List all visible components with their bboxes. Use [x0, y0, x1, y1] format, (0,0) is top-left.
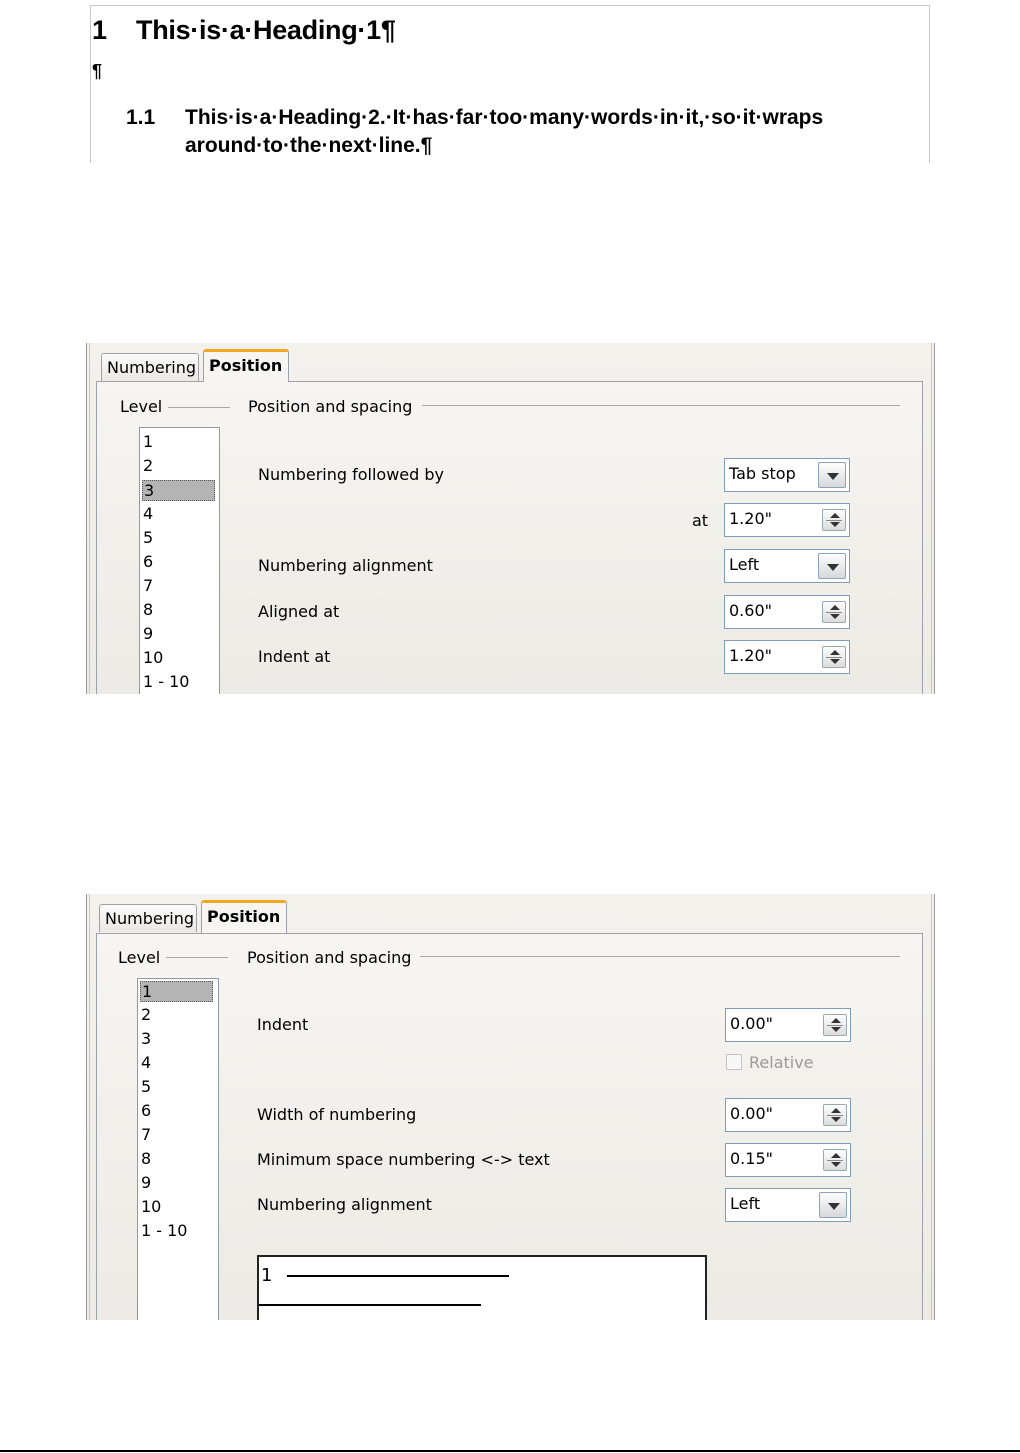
aligned-at-label: Aligned at [258, 602, 340, 621]
section-label: Position and spacing [248, 397, 413, 416]
numbering-followed-by-value: Tab stop [729, 464, 796, 483]
heading-1 [92, 15, 396, 46]
level-item[interactable]: 3 [141, 1029, 152, 1048]
tab-position[interactable]: Position [203, 349, 289, 382]
dropdown-arrow-icon[interactable] [818, 462, 846, 488]
page-top-border [90, 5, 930, 6]
preview-line [287, 1275, 509, 1277]
level-item-selected[interactable]: 1 [140, 981, 213, 1002]
minimum-space-value: 0.15" [730, 1149, 773, 1168]
section-group-line [422, 405, 900, 406]
minimum-space-field[interactable] [725, 1143, 851, 1177]
relative-checkbox[interactable] [726, 1054, 742, 1070]
level-item[interactable]: 6 [141, 1101, 152, 1120]
heading-1-text: This·is·a·Heading·1¶ [136, 15, 396, 45]
empty-paragraph-mark: ¶ [92, 61, 103, 81]
level-item[interactable]: 1 [143, 432, 154, 451]
level-item[interactable]: 5 [141, 1077, 152, 1096]
tab-numbering[interactable]: Numbering [99, 904, 197, 932]
spin-button-icon[interactable] [822, 601, 846, 623]
aligned-at-field[interactable] [724, 595, 850, 629]
indent-label: Indent [257, 1015, 309, 1034]
section-group-line [420, 956, 900, 957]
heading-2-number: 1.1 [126, 106, 156, 129]
level-item[interactable]: 5 [143, 528, 154, 547]
level-item[interactable]: 2 [141, 1005, 152, 1024]
level-item[interactable]: 7 [141, 1125, 152, 1144]
spin-button-icon[interactable] [822, 509, 846, 531]
level-item[interactable]: 1 - 10 [141, 1221, 188, 1240]
page-left-border [90, 5, 91, 163]
level-item[interactable]: 7 [143, 576, 154, 595]
indent-value: 0.00" [730, 1014, 773, 1033]
level-item[interactable]: 4 [141, 1053, 152, 1072]
section-label: Position and spacing [247, 948, 412, 967]
numbering-followed-by-select[interactable] [724, 458, 850, 492]
document-excerpt [90, 5, 930, 163]
spin-button-icon[interactable] [823, 1149, 847, 1171]
dialog-right-frame [931, 343, 935, 694]
preview-line [259, 1304, 481, 1306]
position-dialog-level-1 [86, 894, 935, 1320]
indent-field[interactable] [725, 1008, 851, 1042]
numbering-alignment-value: Left [730, 1194, 761, 1213]
indent-at-field[interactable] [724, 640, 850, 674]
level-item[interactable]: 4 [143, 504, 154, 523]
indent-at-label: Indent at [258, 647, 331, 666]
position-dialog-level-3 [86, 343, 935, 694]
numbering-alignment-label: Numbering alignment [258, 556, 433, 575]
numbering-preview [257, 1255, 707, 1320]
tab-numbering[interactable]: Numbering [101, 353, 199, 381]
numbering-alignment-value: Left [729, 555, 760, 574]
level-label: Level [120, 397, 163, 416]
level-item[interactable]: 8 [143, 600, 154, 619]
level-item[interactable]: 6 [143, 552, 154, 571]
level-item-selected[interactable]: 3 [142, 480, 215, 501]
level-item[interactable]: 1 - 10 [143, 672, 190, 691]
level-group-line [168, 407, 230, 408]
aligned-at-value: 0.60" [729, 601, 772, 620]
level-item[interactable]: 2 [143, 456, 154, 475]
level-listbox[interactable] [139, 427, 220, 694]
relative-label: Relative [749, 1053, 814, 1072]
dialog-right-frame [931, 894, 935, 1320]
heading-1-number: 1 [92, 15, 107, 45]
minimum-space-label: Minimum space numbering <-> text [257, 1150, 550, 1169]
dialog-left-frame [86, 894, 90, 1320]
indent-at-value: 1.20" [729, 646, 772, 665]
heading-2-text: This·is·a·Heading·2.·It·has·far·too·many·words·in·it,·so·it·wraps around·to·the·next·line.¶ [185, 106, 824, 157]
numbering-alignment-label: Numbering alignment [257, 1195, 432, 1214]
level-label: Level [118, 948, 161, 967]
level-item[interactable]: 8 [141, 1149, 152, 1168]
tab-position[interactable]: Position [201, 900, 287, 933]
level-item[interactable]: 10 [143, 648, 164, 667]
page-footer-rule [0, 1450, 1020, 1452]
level-group-line [166, 957, 228, 958]
tab-stop-at-value: 1.20" [729, 509, 772, 528]
page-right-border [929, 5, 930, 163]
spin-button-icon[interactable] [823, 1104, 847, 1126]
level-item[interactable]: 9 [141, 1173, 152, 1192]
level-item[interactable]: 10 [141, 1197, 162, 1216]
preview-number: 1 [261, 1265, 273, 1286]
width-of-numbering-value: 0.00" [730, 1104, 773, 1123]
spin-button-icon[interactable] [822, 646, 846, 668]
tab-stop-at-field[interactable] [724, 503, 850, 537]
spin-button-icon[interactable] [823, 1014, 847, 1036]
numbering-alignment-select[interactable] [724, 549, 850, 583]
numbering-alignment-select[interactable] [725, 1188, 851, 1222]
level-item[interactable]: 9 [143, 624, 154, 643]
width-of-numbering-field[interactable] [725, 1098, 851, 1132]
dropdown-arrow-icon[interactable] [818, 553, 846, 579]
dropdown-arrow-icon[interactable] [819, 1192, 847, 1218]
at-label: at [692, 511, 709, 530]
level-listbox[interactable] [137, 978, 219, 1320]
dialog-left-frame [86, 343, 90, 694]
width-of-numbering-label: Width of numbering [257, 1105, 417, 1124]
numbering-followed-by-label: Numbering followed by [258, 465, 444, 484]
